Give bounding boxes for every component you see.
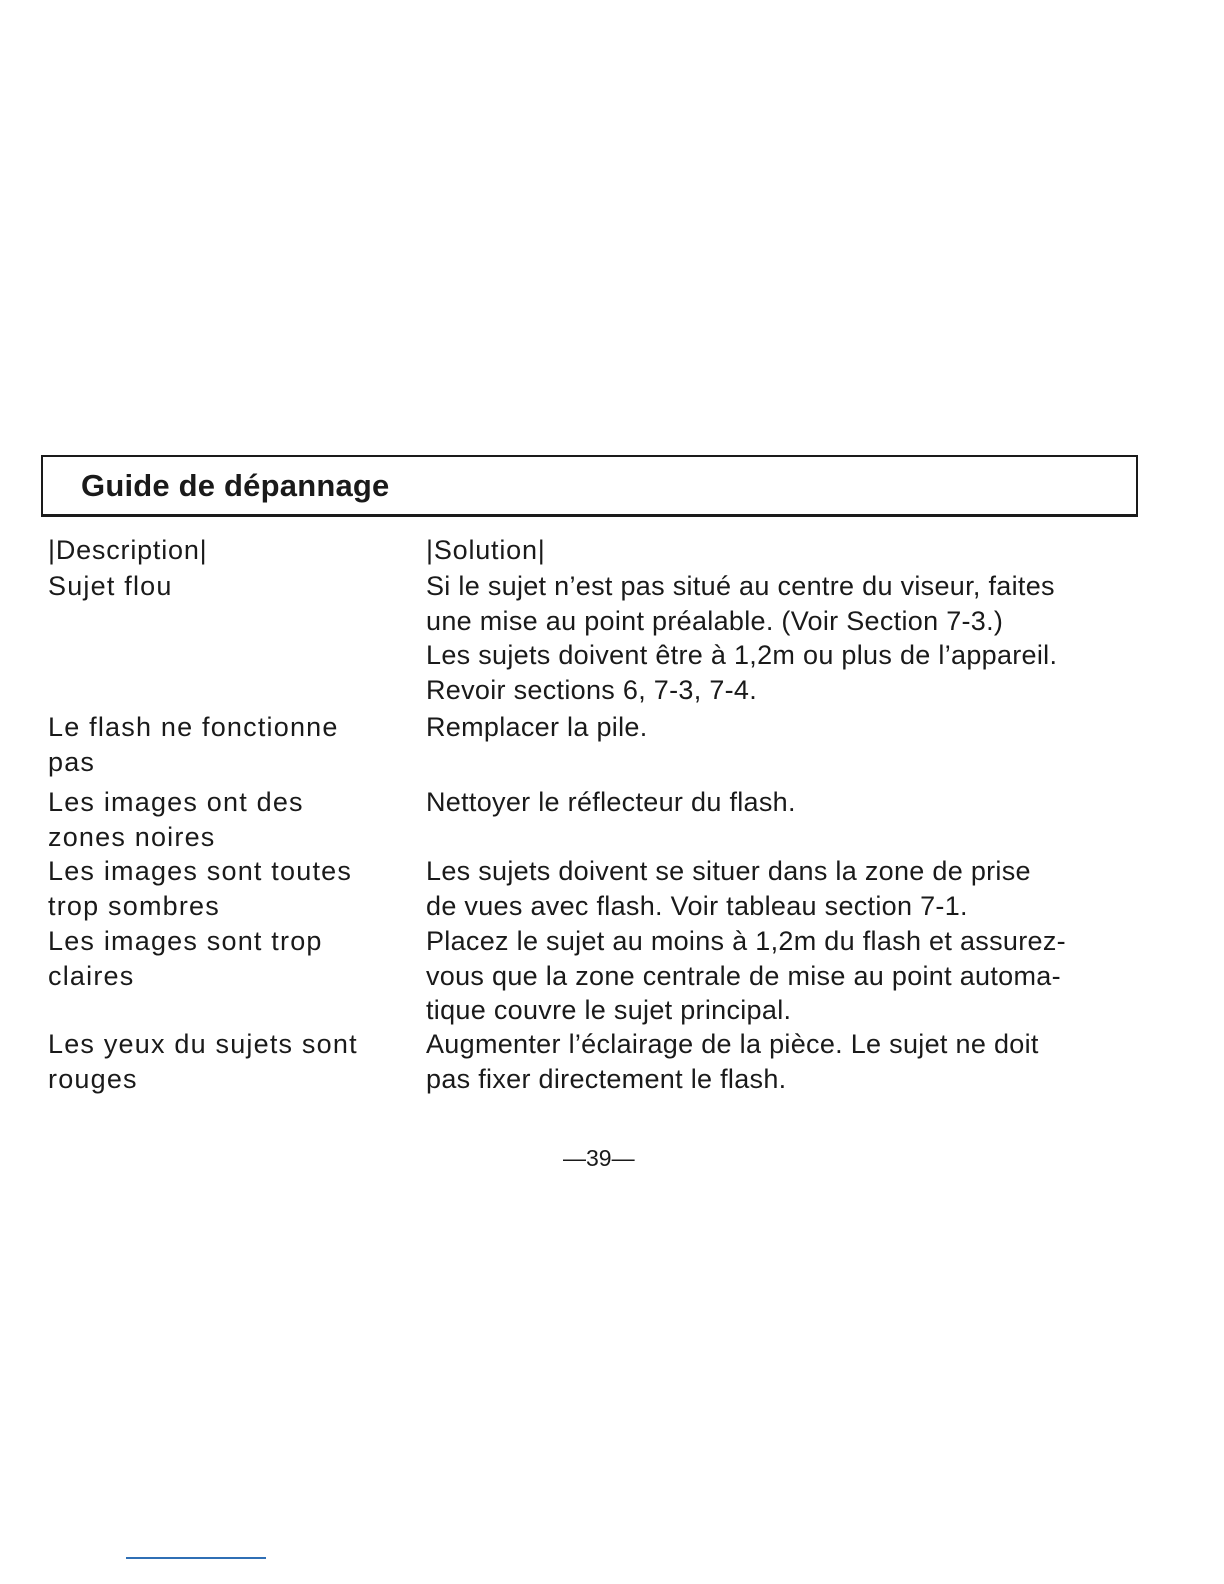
table-row-description: Les images sont toutes trop sombres (48, 856, 353, 921)
solution-column-header: |Solution| (426, 535, 546, 565)
table-row-solution: Les sujets doivent se situer dans la zone de prise de vues avec flash. Voir tableau section 7-1. (426, 856, 1031, 921)
table-row-description: Les images sont trop claires (48, 926, 323, 991)
table-row-solution: Nettoyer le réflecteur du flash. (426, 787, 796, 817)
table-row-solution: Placez le sujet au moins à 1,2m du flash et assurez- vous que la zone centrale de mise au point automa- tique couvre le sujet principal. (426, 926, 1066, 1025)
table-row-description: Les yeux du sujets sont rouges (48, 1029, 358, 1094)
section-title: Guide de dépannage (81, 468, 390, 503)
table-row-solution: Augmenter l’éclairage de la pièce. Le sujet ne doit pas fixer directement le flash. (426, 1029, 1039, 1094)
footnote-divider (126, 1557, 266, 1559)
page-number: —39— (563, 1145, 635, 1171)
table-row-description: Le flash ne fonctionne pas (48, 712, 339, 777)
table-row-description: Les images ont des zones noires (48, 787, 304, 852)
table-row-solution: Remplacer la pile. (426, 712, 648, 742)
description-column-header: |Description| (48, 535, 208, 565)
section-title-box (41, 455, 1138, 517)
table-row-solution: Si le sujet n’est pas situé au centre du viseur, faites une mise au point préalable. (Voir Section 7-3.) Les sujets doivent être à 1,2m ou plus de l’appareil. Revoir sections 6, 7-3, 7-4. (426, 571, 1058, 705)
table-row-description: Sujet flou (48, 571, 173, 601)
